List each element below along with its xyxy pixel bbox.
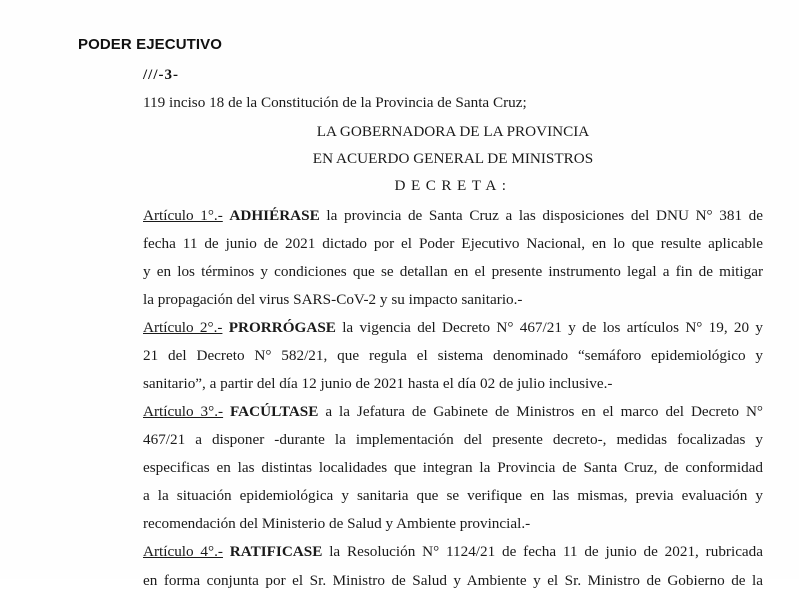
article-3-label: Artículo 3°.- (143, 403, 224, 420)
article-2-line: sanitario”, a partir del día 12 junio de 2021 hasta el día 02 de julio inclusive.- (143, 375, 613, 392)
article-1-text: la provincia de Santa Cruz a las disposiciones del DNU N° 381 de (326, 207, 764, 224)
preamble-continuation: 119 inciso 18 de la Constitución de la Provincia de Santa Cruz; (143, 94, 527, 111)
article-2-first-line (143, 319, 763, 337)
article-2-text: la vigencia del Decreto N° 467/21 y de los artículos N° 19, 20 y (342, 319, 764, 336)
article-1-line: y en los términos y condiciones que se detallan en el presente instrumento legal a fin de mitigar (143, 263, 763, 280)
article-1-line: fecha 11 de junio de 2021 dictado por el Poder Ejecutivo Nacional, en lo que resulte aplicable (143, 235, 763, 252)
article-2-label: Artículo 2°.- (143, 319, 223, 336)
article-4-label: Artículo 4°.- (143, 543, 223, 560)
article-3-line: recomendación del Ministerio de Salud y Ambiente provincial.- (143, 515, 531, 532)
page-marker: ///-3- (143, 67, 179, 83)
article-2-verb: PRORRÓGASE (228, 319, 336, 336)
article-3-text: a la Jefatura de Gabinete de Ministros en el marco del Decreto N° (325, 403, 764, 420)
issuing-authority: PODER EJECUTIVO (78, 36, 223, 53)
article-4-verb: RATIFICASE (229, 543, 323, 560)
article-4-line: en forma conjunta por el Sr. Ministro de Salud y Ambiente y el Sr. Ministro de Gobierno de la (143, 572, 763, 589)
heading-governor: LA GOBERNADORA DE LA PROVINCIA (316, 123, 590, 140)
article-3-line: especificas en las distintas localidades que integran la Provincia de Santa Cruz, de conformidad (143, 459, 763, 476)
decree-heading: DECRETA: (394, 177, 512, 194)
article-2-line: 21 del Decreto N° 582/21, que regula el sistema denominado “semáforo epidemiológico y (143, 347, 763, 364)
article-3-verb: FACÚLTASE (230, 403, 319, 420)
article-3-line: a la situación epidemiológica y sanitaria que se verifique en las mismas, previa evaluación y (143, 487, 763, 504)
article-4-first-line (143, 543, 763, 561)
article-4-text: la Resolución N° 1124/21 de fecha 11 de junio de 2021, rubricada (329, 543, 764, 560)
heading-ministers: EN ACUERDO GENERAL DE MINISTROS (312, 150, 594, 167)
article-3-line: 467/21 a disponer -durante la implementación del presente decreto-, medidas focalizadas y (143, 431, 763, 448)
article-3-first-line (143, 403, 763, 421)
article-1-verb: ADHIÉRASE (229, 207, 320, 224)
article-1-line: la propagación del virus SARS-CoV-2 y su impacto sanitario.- (143, 291, 523, 308)
article-1-label: Artículo 1°.- (143, 207, 223, 224)
article-1-first-line (143, 207, 763, 225)
